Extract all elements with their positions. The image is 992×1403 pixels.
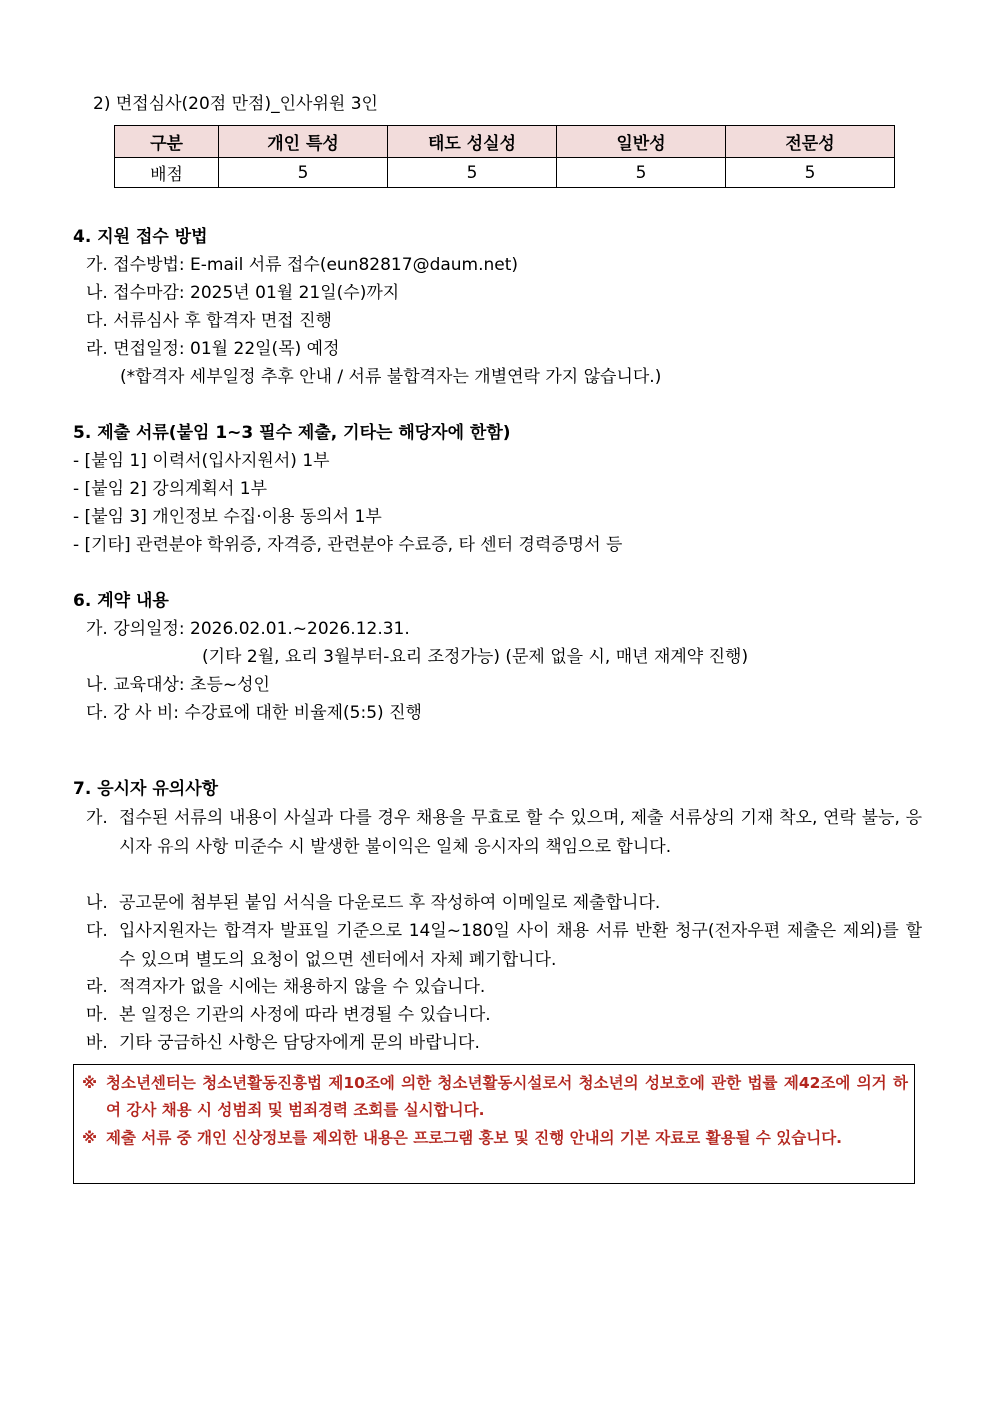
section7-item-text: 적격자가 없을 시에는 채용하지 않을 수 있습니다.: [119, 977, 486, 997]
table-header-cell: 태도 성실성: [388, 126, 557, 158]
reference-mark-icon: ※: [82, 1129, 98, 1147]
table-cell: 5: [219, 158, 388, 188]
section6-title: 6. 계약 내용: [73, 591, 169, 611]
table-header-cell: 전문성: [726, 126, 895, 158]
section4-title: 4. 지원 접수 방법: [73, 227, 208, 247]
section7-item-label: 라.: [86, 977, 108, 997]
section4-item: 라. 면접일정: 01월 22일(목) 예정: [86, 339, 340, 359]
reference-mark-icon: ※: [82, 1074, 98, 1092]
section7-item-text: 입사지원자는 합격자 발표일 기준으로 14일~180일 사이 채용 서류 반환 청구(전자우편 제출은 제외)를 할 수 있으며 별도의 요청이 없으면 센터에서 자체 폐기합니다.: [119, 921, 922, 970]
section5-item: - [붙임 2] 강의계획서 1부: [73, 479, 268, 499]
section7-item-label: 바.: [86, 1033, 108, 1053]
notice-text: 제출 서류 중 개인 신상정보를 제외한 내용은 프로그램 홍보 및 진행 안내의 기본 자료로 활용될 수 있습니다.: [106, 1129, 843, 1147]
section7-item-text: 접수된 서류의 내용이 사실과 다를 경우 채용을 무효로 할 수 있으며, 제출 서류상의 기재 착오, 연락 불능, 응시자 유의 사항 미준수 시 발생한 불이익은 일체 응시자의 책임으로 합니다.: [119, 808, 922, 857]
section7-item-label: 다.: [86, 921, 108, 941]
section7-item: [86, 1029, 922, 1058]
table-header-cell: 구분: [115, 126, 219, 158]
section7-item: [86, 1001, 922, 1030]
table-row-label: 배점: [115, 158, 219, 188]
notice-text: 청소년센터는 청소년활동진흥법 제10조에 의한 청소년활동시설로서 청소년의 성보호에 관한 법률 제42조에 의거 하여 강사 채용 시 성범죄 및 범죄경력 조회를 실시합니다.: [106, 1074, 908, 1119]
table-cell: 5: [557, 158, 726, 188]
section7-item: [86, 889, 922, 918]
interview-heading: 2) 면접심사(20점 만점)_인사위원 3인: [93, 94, 378, 114]
section6-item: 다. 강 사 비: 수강료에 대한 비율제(5:5) 진행: [86, 703, 422, 723]
section7-item: [86, 973, 922, 1002]
section7-title: 7. 응시자 유의사항: [73, 779, 219, 799]
section7-item-text: 기타 궁금하신 사항은 담당자에게 문의 바랍니다.: [119, 1033, 480, 1053]
section7-item-label: 나.: [86, 893, 108, 913]
section7-item-text: 공고문에 첨부된 붙임 서식을 다운로드 후 작성하여 이메일로 제출합니다.: [119, 893, 661, 913]
table-header-row: [115, 126, 895, 158]
section5-item: - [붙임 3] 개인정보 수집·이용 동의서 1부: [73, 507, 382, 527]
section5-title: 5. 제출 서류(붙임 1~3 필수 제출, 기타는 해당자에 한함): [73, 423, 511, 443]
section4-item: 가. 접수방법: E-mail 서류 접수(eun82817@daum.net): [86, 255, 519, 275]
notice-item: [82, 1125, 908, 1152]
section5-item: - [붙임 1] 이력서(입사지원서) 1부: [73, 451, 330, 471]
section4-item: 다. 서류심사 후 합격자 면접 진행: [86, 311, 332, 331]
section4-note: (*합격자 세부일정 추후 안내 / 서류 불합격자는 개별연락 가지 않습니다.): [120, 367, 662, 387]
notice-box: [73, 1064, 915, 1184]
section7-item-text: 본 일정은 기관의 사정에 따라 변경될 수 있습니다.: [119, 1005, 491, 1025]
section7-item: [86, 804, 922, 861]
section4-item: 나. 접수마감: 2025년 01월 21일(수)까지: [86, 283, 400, 303]
section7-item: [86, 917, 922, 974]
interview-score-table: [114, 125, 895, 188]
table-header-cell: 개인 특성: [219, 126, 388, 158]
table-row: [115, 158, 895, 188]
table-header-cell: 일반성: [557, 126, 726, 158]
table-cell: 5: [388, 158, 557, 188]
table-cell: 5: [726, 158, 895, 188]
section6-item: 나. 교육대상: 초등~성인: [86, 675, 270, 695]
section7-item-label: 가.: [86, 808, 108, 828]
section7-item-label: 마.: [86, 1005, 108, 1025]
section6-item: 가. 강의일정: 2026.02.01.~2026.12.31.: [86, 619, 410, 639]
notice-item: [82, 1070, 908, 1124]
section5-item: - [기타] 관련분야 학위증, 자격증, 관련분야 수료증, 타 센터 경력증명서 등: [73, 535, 623, 555]
section6-item-detail: (기타 2월, 요리 3월부터-요리 조정가능) (문제 없을 시, 매년 재계약 진행): [202, 647, 749, 667]
